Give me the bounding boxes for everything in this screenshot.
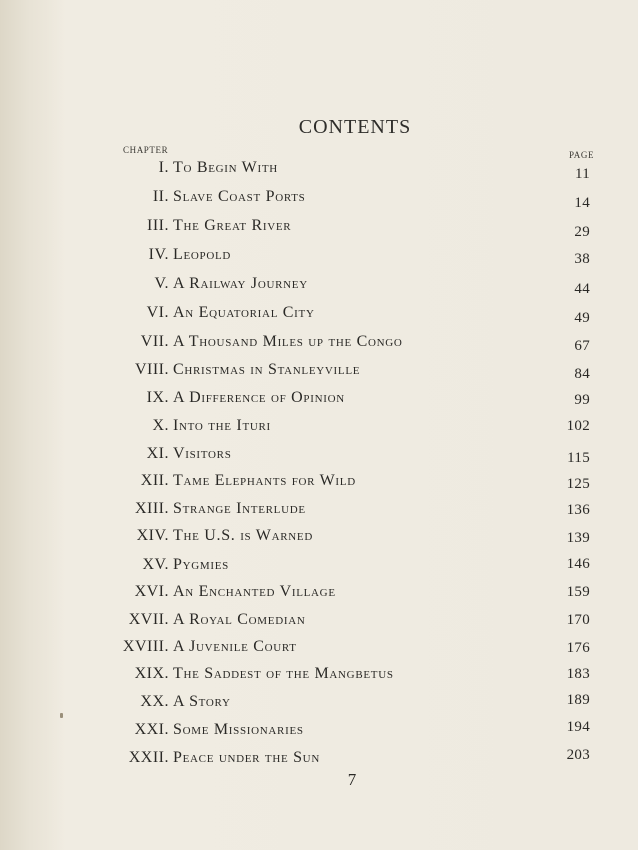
chapter-page-number: 102 — [566, 418, 590, 434]
chapter-page-number: 176 — [566, 640, 590, 656]
chapter-number: XX. — [140, 693, 169, 710]
chapter-number: XV. — [142, 556, 169, 573]
chapter-number: VIII. — [134, 361, 169, 378]
chapter-title: The Saddest of the Mangbetus — [173, 665, 394, 682]
toc-entry — [0, 417, 638, 443]
chapter-page-number: 11 — [574, 166, 590, 182]
toc-entry — [0, 583, 638, 609]
chapter-page-number: 49 — [574, 310, 590, 326]
contents-heading: CONTENTS — [298, 116, 412, 138]
chapter-page-number: 203 — [566, 747, 590, 763]
chapter-number: XVI. — [134, 583, 169, 600]
toc-entry — [0, 500, 638, 526]
chapter-title: Christmas in Stanleyville — [173, 361, 361, 378]
chapter-page-number: 14 — [574, 195, 590, 211]
chapter-title: Tame Elephants for Wild — [173, 472, 356, 489]
chapter-number: XIV. — [136, 527, 169, 544]
chapter-title: Leopold — [173, 246, 232, 263]
chapter-number: IV. — [148, 246, 169, 263]
toc-entry — [0, 389, 638, 415]
chapter-number: I. — [158, 159, 169, 176]
chapter-page-number: 183 — [566, 666, 590, 682]
toc-entry — [0, 665, 638, 691]
chapter-title: Slave Coast Ports — [173, 188, 306, 205]
chapter-number: III. — [147, 217, 169, 234]
toc-entry — [0, 445, 638, 471]
chapter-page-number: 189 — [566, 692, 590, 708]
chapter-page-number: 146 — [566, 556, 590, 572]
chapter-number: XII. — [140, 472, 169, 489]
chapter-page-number: 139 — [566, 530, 590, 546]
chapter-number: XVIII. — [122, 638, 169, 655]
chapter-page-number: 38 — [574, 251, 590, 267]
chapter-page-number: 136 — [566, 502, 590, 518]
chapter-title: A Royal Comedian — [173, 611, 306, 628]
toc-entry — [0, 527, 638, 553]
chapter-page-number: 99 — [574, 392, 590, 408]
chapter-title: A Difference of Opinion — [173, 389, 345, 406]
chapter-number: XIX. — [134, 665, 169, 682]
toc-entry — [0, 159, 638, 185]
toc-entry — [0, 721, 638, 747]
chapter-title: A Story — [173, 693, 231, 710]
toc-entry — [0, 472, 638, 498]
chapter-title: Some Missionaries — [173, 721, 304, 738]
chapter-title: Pygmies — [173, 556, 229, 573]
chapter-number: VI. — [146, 304, 169, 321]
chapter-number: IX. — [146, 389, 169, 406]
chapter-title: Strange Interlude — [173, 500, 306, 517]
toc-entry — [0, 611, 638, 637]
chapter-page-number: 44 — [574, 281, 590, 297]
toc-entry — [0, 638, 638, 664]
chapter-title: Peace under the Sun — [173, 749, 320, 766]
toc-entry — [0, 556, 638, 582]
chapter-page-number: 84 — [574, 366, 590, 382]
chapter-title: The U.S. is Warned — [173, 527, 313, 544]
toc-entry — [0, 275, 638, 301]
chapter-title: A Railway Journey — [173, 275, 308, 292]
chapter-page-number: 159 — [566, 584, 590, 600]
chapter-page-number: 170 — [566, 612, 590, 628]
chapter-title: Visitors — [173, 445, 232, 462]
toc-entry — [0, 333, 638, 359]
chapter-title: A Juvenile Court — [173, 638, 297, 655]
chapter-title: An Equatorial City — [173, 304, 315, 321]
chapter-number: II. — [152, 188, 169, 205]
toc-entry — [0, 217, 638, 243]
chapter-page-number: 67 — [574, 338, 590, 354]
toc-entry — [0, 304, 638, 330]
chapter-page-number: 29 — [574, 224, 590, 240]
chapter-number: XVII. — [128, 611, 169, 628]
chapter-page-number: 194 — [566, 719, 590, 735]
chapter-number: X. — [152, 417, 169, 434]
chapter-title: A Thousand Miles up the Congo — [173, 333, 403, 350]
chapter-number: XIII. — [134, 500, 169, 517]
chapter-title: The Great River — [173, 217, 292, 234]
toc-entry — [0, 361, 638, 387]
chapter-number: XI. — [146, 445, 169, 462]
chapter-number: V. — [154, 275, 169, 292]
page-number: 7 — [347, 770, 357, 789]
chapter-page-number: 125 — [566, 476, 590, 492]
chapter-number: XXI. — [134, 721, 169, 738]
chapter-number: XXII. — [128, 749, 169, 766]
chapter-page-number: 115 — [567, 450, 590, 466]
toc-entry — [0, 188, 638, 214]
chapter-title: An Enchanted Village — [173, 583, 336, 600]
page-column-header: PAGE — [569, 150, 595, 160]
toc-entry — [0, 693, 638, 719]
chapter-number: VII. — [140, 333, 169, 350]
chapter-title: To Begin With — [173, 159, 278, 176]
toc-entry — [0, 246, 638, 272]
chapter-column-header: CHAPTER — [123, 145, 169, 155]
chapter-title: Into the Ituri — [173, 417, 271, 434]
